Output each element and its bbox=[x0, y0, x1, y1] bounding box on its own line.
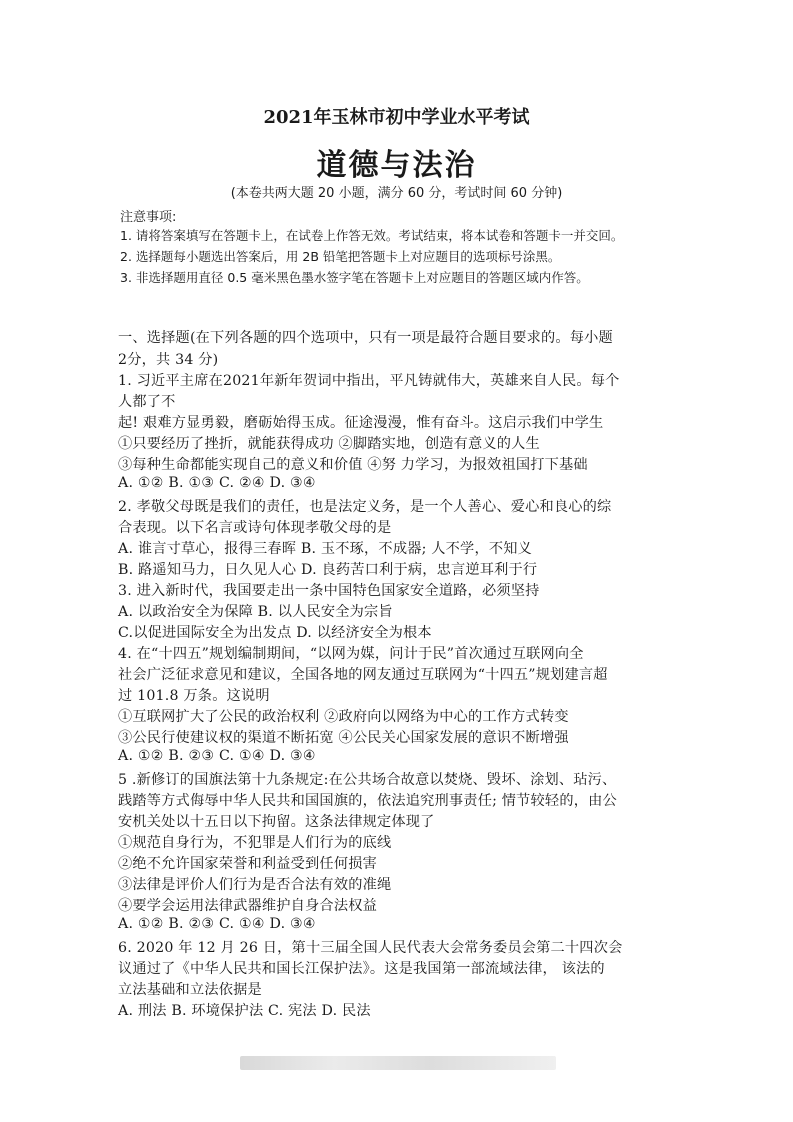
exam-title: 2021年玉林市初中学业水平考试 bbox=[263, 107, 530, 128]
statement-line: ①只要经历了挫折，就能获得成功 ②脚踏实地，创造有意义的人生 bbox=[118, 436, 540, 452]
text-line: 立法基础和立法依据是 bbox=[118, 982, 262, 998]
options-line: A. ①② B. ②③ C. ①④ D. ③④ bbox=[118, 916, 316, 932]
options-line: A. 以政治安全为保障 B. 以人民安全为宗旨 bbox=[118, 604, 393, 620]
question-line: 4. 在“十四五”规划编制期间，“以网为媒，问计于民”首次通过互联网向全 bbox=[118, 646, 584, 662]
exam-meta: (本卷共两大题 20 小题，满分 60 分，考试时间 60 分钟) bbox=[230, 186, 563, 201]
options-line: A. ①② B. ①③ C. ②④ D. ③④ bbox=[118, 475, 316, 491]
text-line: 议通过了《中华人民共和国长江保护法》。这是我国第一部流域法律， 该法的 bbox=[118, 961, 605, 977]
question-line: 6. 2020 年 12 月 26 日，第十三届全国人民代表大会常务委员会第二十四次会 bbox=[118, 940, 623, 956]
text-line: 社会广泛征求意见和建议，全国各地的网友通过互联网为“十四五”规划建言超 bbox=[118, 667, 608, 683]
statement-line: ③法律是评价人们行为是否合法有效的准绳 bbox=[118, 877, 392, 893]
text-line: 合表现。以下名言或诗句体现孝敬父母的是 bbox=[118, 520, 392, 536]
note-item: 3. 非选择题用直径 0.5 毫米黑色墨水签字笔在答题卡上对应题目的答题区域内作答。 bbox=[120, 270, 589, 285]
question-line: 3. 进入新时代，我国要走出一条中国特色国家安全道路，必须坚持 bbox=[118, 583, 540, 599]
note-item: 2. 选择题每小题选出答案后，用 2B 铅笔把答题卡上对应题目的选项标号涂黑。 bbox=[120, 249, 561, 264]
text-line: 安机关处以十五日以下拘留。这条法律规定体现了 bbox=[118, 814, 435, 830]
question-line: 5 .新修订的国旗法第十九条规定:在公共场合故意以焚烧、毁坏、涂划、玷污、 bbox=[118, 772, 617, 788]
statement-line: ①互联网扩大了公民的政治权利 ②政府向以网络为中心的工作方式转变 bbox=[118, 709, 569, 725]
blurred-footer-watermark bbox=[240, 1056, 556, 1070]
text-line: 过 101.8 万条。这说明 bbox=[118, 688, 270, 704]
options-line: C.以促进国际安全为出发点 D. 以经济安全为根本 bbox=[118, 625, 432, 641]
statement-line: ①规范自身行为，不犯罪是人们行为的底线 bbox=[118, 835, 392, 851]
statement-line: ②绝不允许国家荣誉和利益受到任何损害 bbox=[118, 856, 377, 872]
options-line: B. 路遥知马力，日久见人心 D. 良药苦口利于病，忠言逆耳利于行 bbox=[118, 562, 538, 578]
subject-title: 道德与法治 bbox=[316, 148, 477, 183]
text-line: 起! 艰难方显勇毅，磨砺始得玉成。征途漫漫，惟有奋斗。这启示我们中学生 bbox=[118, 415, 604, 431]
options-line: A. 谁言寸草心，报得三春晖 B. 玉不琢，不成器; 人不学，不知义 bbox=[118, 541, 532, 557]
text-line: 人都了不 bbox=[118, 394, 176, 410]
text-line: 践踏等方式侮辱中华人民共和国国旗的，依法追究刑事责任; 情节较轻的，由公 bbox=[118, 793, 617, 809]
statement-line: ③公民行使建议权的渠道不断拓宽 ④公民关心国家发展的意识不断增强 bbox=[118, 730, 569, 746]
text-line: 2分，共 34 分) bbox=[118, 352, 219, 368]
section-heading: 一、选择题(在下列各题的四个选项中，只有一项是最符合题目要求的。每小题 bbox=[118, 330, 613, 346]
question-line: 2. 孝敬父母既是我们的责任，也是法定义务，是一个人善心、爱心和良心的综 bbox=[118, 499, 612, 515]
question-line: 1. 习近平主席在2021年新年贺词中指出，平凡铸就伟大，英雄来自人民。每个 bbox=[118, 373, 620, 389]
statement-line: ③每种生命都能实现自己的意义和价值 ④努 力学习，为报效祖国打下基础 bbox=[118, 457, 588, 473]
note-item: 1. 请将答案填写在答题卡上，在试卷上作答无效。考试结束，将本试卷和答题卡一并交回。 bbox=[120, 228, 624, 243]
statement-line: ④要学会运用法律武器维护自身合法权益 bbox=[118, 898, 377, 914]
options-line: A. 刑法 B. 环境保护法 C. 宪法 D. 民法 bbox=[118, 1003, 371, 1019]
notes-heading: 注意事项: bbox=[120, 210, 177, 225]
options-line: A. ①② B. ②③ C. ①④ D. ③④ bbox=[118, 748, 316, 764]
